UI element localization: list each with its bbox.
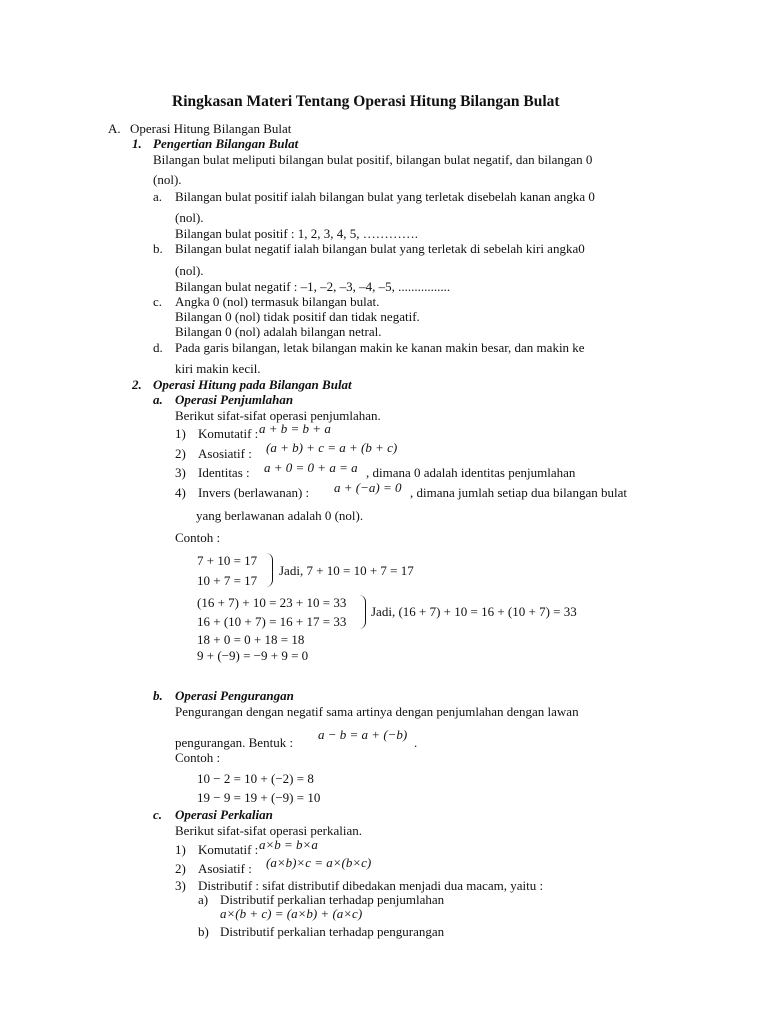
example-line: 10 + 7 = 17 [197, 573, 258, 588]
section-a-heading: Operasi Hitung Bilangan Bulat [130, 121, 292, 136]
s2b-formula: a − b = a + (−b) [318, 727, 408, 742]
s2c-item1-num: 1) [175, 842, 186, 857]
s2a-intro: Berikut sifat-sifat operasi penjumlahan. [175, 408, 381, 423]
example-line: 7 + 10 = 17 [197, 553, 258, 568]
s2a-item2-formula: (a + b) + c = a + (b + c) [266, 440, 398, 455]
s2a-item2-label: Asosiatif : [198, 446, 252, 461]
s1-d-label: d. [153, 340, 163, 355]
s1-d-line1: Pada garis bilangan, letak bilangan makin ke kanan makin besar, dan makin ke [175, 340, 585, 355]
s1-a-line3: Bilangan bulat positif : 1, 2, 3, 4, 5, …………. [175, 226, 419, 241]
s2b-line2: pengurangan. Bentuk : [175, 735, 294, 750]
s2a-item3-label: Identitas : [198, 465, 250, 480]
s2c-heading: Operasi Perkalian [175, 807, 273, 822]
s1-intro-line1: Bilangan bulat meliputi bilangan bulat positif, bilangan bulat negatif, dan bilangan 0 [153, 152, 593, 167]
s2a-label: a. [153, 392, 163, 407]
s2a-item4-num: 4) [175, 485, 186, 500]
s1-c-line3: Bilangan 0 (nol) adalah bilangan netral. [175, 324, 382, 339]
example-line: 9 + (−9) = −9 + 9 = 0 [197, 648, 309, 663]
s2b-dot: . [414, 735, 418, 750]
s2a-item4-after: , dimana jumlah setiap dua bilangan bulat [410, 485, 627, 500]
s2b-heading: Operasi Pengurangan [175, 688, 294, 703]
s1-b-line1: Bilangan bulat negatif ialah bilangan bulat yang terletak di sebelah kiri angka0 [175, 241, 585, 256]
s2a-item4-cont: yang berlawanan adalah 0 (nol). [196, 508, 364, 523]
s2c-sub-a-formula: a×(b + c) = (a×b) + (a×c) [220, 906, 363, 921]
s1-b-line3: Bilangan bulat negatif : –1, –2, –3, –4, –5, ................ [175, 279, 451, 294]
s1-c-line2: Bilangan 0 (nol) tidak positif dan tidak negatif. [175, 309, 420, 324]
s2c-item3-label: Distributif : sifat distributif dibedakan menjadi dua macam, yaitu : [198, 878, 544, 893]
example-line: 18 + 0 = 0 + 18 = 18 [197, 632, 305, 647]
s2c-item2-label: Asosiatif : [198, 861, 252, 876]
example-line: 19 − 9 = 19 + (−9) = 10 [197, 790, 321, 805]
s1-d-line2: kiri makin kecil. [175, 361, 261, 376]
section-a-label: A. [108, 121, 121, 136]
example-line: 16 + (10 + 7) = 16 + 17 = 33 [197, 614, 347, 629]
s2c-intro: Berikut sifat-sifat operasi perkalian. [175, 823, 362, 838]
s2c-label: c. [153, 807, 163, 822]
s1-a-label: a. [153, 189, 163, 204]
s2a-item3-num: 3) [175, 465, 186, 480]
s1-a-line2: (nol). [175, 210, 204, 225]
s2c-item3-num: 3) [175, 878, 186, 893]
page-title: Ringkasan Materi Tentang Operasi Hitung Bilangan Bulat [172, 93, 560, 110]
s2a-contoh: Contoh : [175, 530, 221, 545]
s2a-item1-num: 1) [175, 426, 186, 441]
s2c-sub-a-text: Distributif perkalian terhadap penjumlahan [220, 892, 445, 907]
s1-c-label: c. [153, 294, 163, 309]
brace-bracket [359, 595, 366, 629]
example-line: 10 − 2 = 10 + (−2) = 8 [197, 771, 314, 786]
s2-heading: Operasi Hitung pada Bilangan Bulat [153, 377, 352, 392]
jadi-line-1: Jadi, 7 + 10 = 10 + 7 = 17 [279, 563, 414, 578]
s2a-item3-formula: a + 0 = 0 + a = a [264, 460, 358, 475]
s2c-sub-b-num: b) [198, 924, 209, 939]
example-line: (16 + 7) + 10 = 23 + 10 = 33 [197, 595, 347, 610]
s2b-line1: Pengurangan dengan negatif sama artinya dengan penjumlahan dengan lawan [175, 704, 579, 719]
s2a-item3-after: , dimana 0 adalah identitas penjumlahan [366, 465, 576, 480]
s1-c-line1: Angka 0 (nol) termasuk bilangan bulat. [175, 294, 380, 309]
s2b-contoh: Contoh : [175, 750, 221, 765]
s2a-item4-label: Invers (berlawanan) : [198, 485, 310, 500]
s2c-item1-label: Komutatif : [198, 842, 259, 857]
s1-intro-line2: (nol). [153, 172, 182, 187]
s2a-item4-formula: a + (−a) = 0 [334, 480, 402, 495]
s1-b-line2: (nol). [175, 263, 204, 278]
brace-bracket [266, 553, 273, 587]
s2c-item2-num: 2) [175, 861, 186, 876]
s2a-item1-formula: a + b = b + a [259, 421, 331, 436]
s2c-sub-b-text: Distributif perkalian terhadap pengurangan [220, 924, 445, 939]
s1-b-label: b. [153, 241, 163, 256]
s2c-item2-formula: (a×b)×c = a×(b×c) [266, 855, 372, 870]
s1-num: 1. [132, 136, 142, 151]
s2c-item1-formula: a×b = b×a [259, 837, 318, 852]
s2a-item1-label: Komutatif : [198, 426, 259, 441]
s2a-heading: Operasi Penjumlahan [175, 392, 294, 407]
s2-num: 2. [132, 377, 142, 392]
s2a-item2-num: 2) [175, 446, 186, 461]
s1-heading: Pengertian Bilangan Bulat [153, 136, 299, 151]
s2c-sub-a-num: a) [198, 892, 209, 907]
s1-a-line1: Bilangan bulat positif ialah bilangan bulat yang terletak disebelah kanan angka 0 [175, 189, 595, 204]
jadi-line-2: Jadi, (16 + 7) + 10 = 16 + (10 + 7) = 33 [371, 604, 577, 619]
s2b-label: b. [153, 688, 163, 703]
